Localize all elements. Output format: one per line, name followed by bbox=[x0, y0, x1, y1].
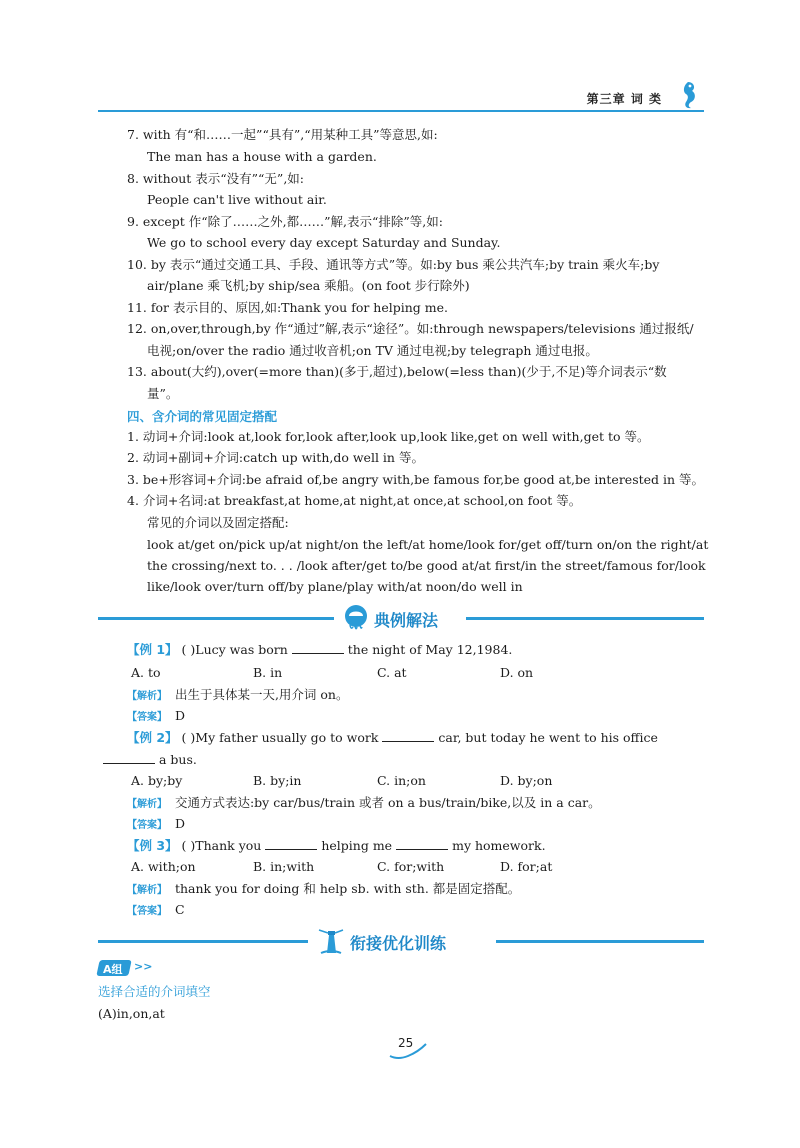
collocation-item-1: 1. 动词+介词:look at,look for,look after,look up,look like,get on well with,get to 等。 bbox=[127, 429, 650, 444]
answer-blank bbox=[292, 641, 344, 654]
example-2-answer: 【答案】 D bbox=[127, 816, 185, 831]
example-3-option-a: A. with;on bbox=[131, 859, 196, 874]
lighthouse-icon bbox=[316, 926, 346, 956]
collocation-item-3: 3. be+形容词+介词:be afraid of,be angry with,be famous for,be good at,be interested in 等。 bbox=[127, 472, 705, 487]
example-1-option-c: C. at bbox=[377, 665, 407, 680]
collocation-item-4: 4. 介词+名词:at breakfast,at home,at night,at once,at school,on foot 等。 bbox=[127, 493, 582, 508]
example-2-analysis: 【解析】 交通方式表达:by car/bus/train 或者 on a bus/train/bike,以及 in a car。 bbox=[127, 795, 601, 810]
answer-blank bbox=[382, 729, 434, 742]
item-8: 8. without 表示“没有”“无”,如: bbox=[127, 171, 305, 186]
example-2-option-b: B. by;in bbox=[253, 773, 302, 788]
banner-training-title: 衔接优化训练 bbox=[350, 934, 447, 953]
item-8-example: People can't live without air. bbox=[147, 192, 327, 207]
example-1-option-b: B. in bbox=[253, 665, 283, 680]
banner-training bbox=[98, 928, 704, 954]
item-9: 9. except 作“除了……之外,都……”解,表示“排除”等,如: bbox=[127, 214, 443, 229]
page-header bbox=[98, 84, 704, 112]
example-3-option-c: C. for;with bbox=[377, 859, 445, 874]
jellyfish-icon bbox=[341, 603, 371, 633]
common-line-3: like/look over/turn off/by plane/play with/at noon/do well in bbox=[147, 579, 523, 594]
example-1-option-d: D. on bbox=[500, 665, 534, 680]
item-9-example: We go to school every day except Saturday and Sunday. bbox=[147, 235, 501, 250]
item-10: 10. by 表示“通过交通工具、手段、通讯等方式”等。如:by bus 乘公共汽车;by train 乘火车;by bbox=[127, 257, 660, 272]
example-1-answer: 【答案】 D bbox=[127, 708, 185, 723]
example-1-option-a: A. to bbox=[131, 665, 161, 680]
item-13: 13. about(大约),over(=more than)(多于,超过),below(=less than)(少于,不足)等介词表示“数 bbox=[127, 364, 667, 379]
example-2-question-cont: a bus. bbox=[103, 751, 197, 769]
item-11: 11. for 表示目的、原因,如:Thank you for helping me. bbox=[127, 300, 449, 315]
common-line-2: the crossing/next to. . . /look after/get to/be good at/at first/in the street/famous for/look bbox=[147, 558, 706, 573]
example-1-analysis: 【解析】 出生于具体某一天,用介词 on。 bbox=[127, 687, 349, 702]
banner-examples bbox=[98, 605, 704, 631]
header-rule bbox=[98, 110, 704, 112]
example-2-question: 【例 2】 ( )My father usually go to work car, but today he went to his office bbox=[127, 730, 658, 745]
example-1-question: 【例 1】 ( )Lucy was born the night of May 12,1984. bbox=[127, 642, 513, 657]
example-2-option-d: D. by;on bbox=[500, 773, 553, 788]
chapter-title: 第三章 词 类 bbox=[586, 92, 662, 106]
common-line-1: look at/get on/pick up/at night/on the left/at home/look for/get off/turn on/on the right/at bbox=[147, 537, 709, 552]
section-title: 四、含介词的常见固定搭配 bbox=[127, 409, 278, 424]
answer-blank bbox=[396, 837, 448, 850]
item-13-cont: 量”。 bbox=[147, 386, 179, 401]
page-number: 25 bbox=[388, 1036, 428, 1060]
example-3-analysis: 【解析】 thank you for doing 和 help sb. with sth. 都是固定搭配。 bbox=[127, 881, 521, 896]
example-2-option-a: A. by;by bbox=[131, 773, 183, 788]
collocation-item-2: 2. 动词+副词+介词:catch up with,do well in 等。 bbox=[127, 450, 424, 465]
banner-examples-title: 典例解法 bbox=[374, 611, 439, 630]
exercise-title: 选择合适的介词填空 bbox=[98, 984, 211, 999]
arrow-icon: >> bbox=[134, 960, 153, 973]
group-label: A组 bbox=[103, 963, 123, 976]
answer-blank bbox=[265, 837, 317, 850]
common-title: 常见的介词以及固定搭配: bbox=[147, 515, 289, 530]
item-7-example: The man has a house with a garden. bbox=[147, 149, 377, 164]
answer-blank bbox=[103, 751, 155, 764]
example-3-option-b: B. in;with bbox=[253, 859, 315, 874]
item-7: 7. with 有“和……一起”“具有”,“用某种工具”等意思,如: bbox=[127, 127, 438, 142]
example-3-question: 【例 3】 ( )Thank you helping me my homework. bbox=[127, 838, 546, 853]
exercise-line: (A)in,on,at bbox=[98, 1006, 165, 1021]
example-3-option-d: D. for;at bbox=[500, 859, 553, 874]
item-12-cont: 电视;on/over the radio 通过收音机;on TV 通过电视;by telegraph 通过电报。 bbox=[147, 343, 598, 358]
example-3-answer: 【答案】 C bbox=[127, 902, 185, 917]
seahorse-icon bbox=[670, 78, 702, 110]
item-10-cont: air/plane 乘飞机;by ship/sea 乘船。(on foot 步行除外) bbox=[147, 278, 470, 293]
item-12: 12. on,over,through,by 作“通过”解,表示“途径”。如:through newspapers/televisions 通过报纸/ bbox=[127, 321, 694, 336]
group-badge bbox=[98, 960, 153, 976]
example-2-option-c: C. in;on bbox=[377, 773, 426, 788]
